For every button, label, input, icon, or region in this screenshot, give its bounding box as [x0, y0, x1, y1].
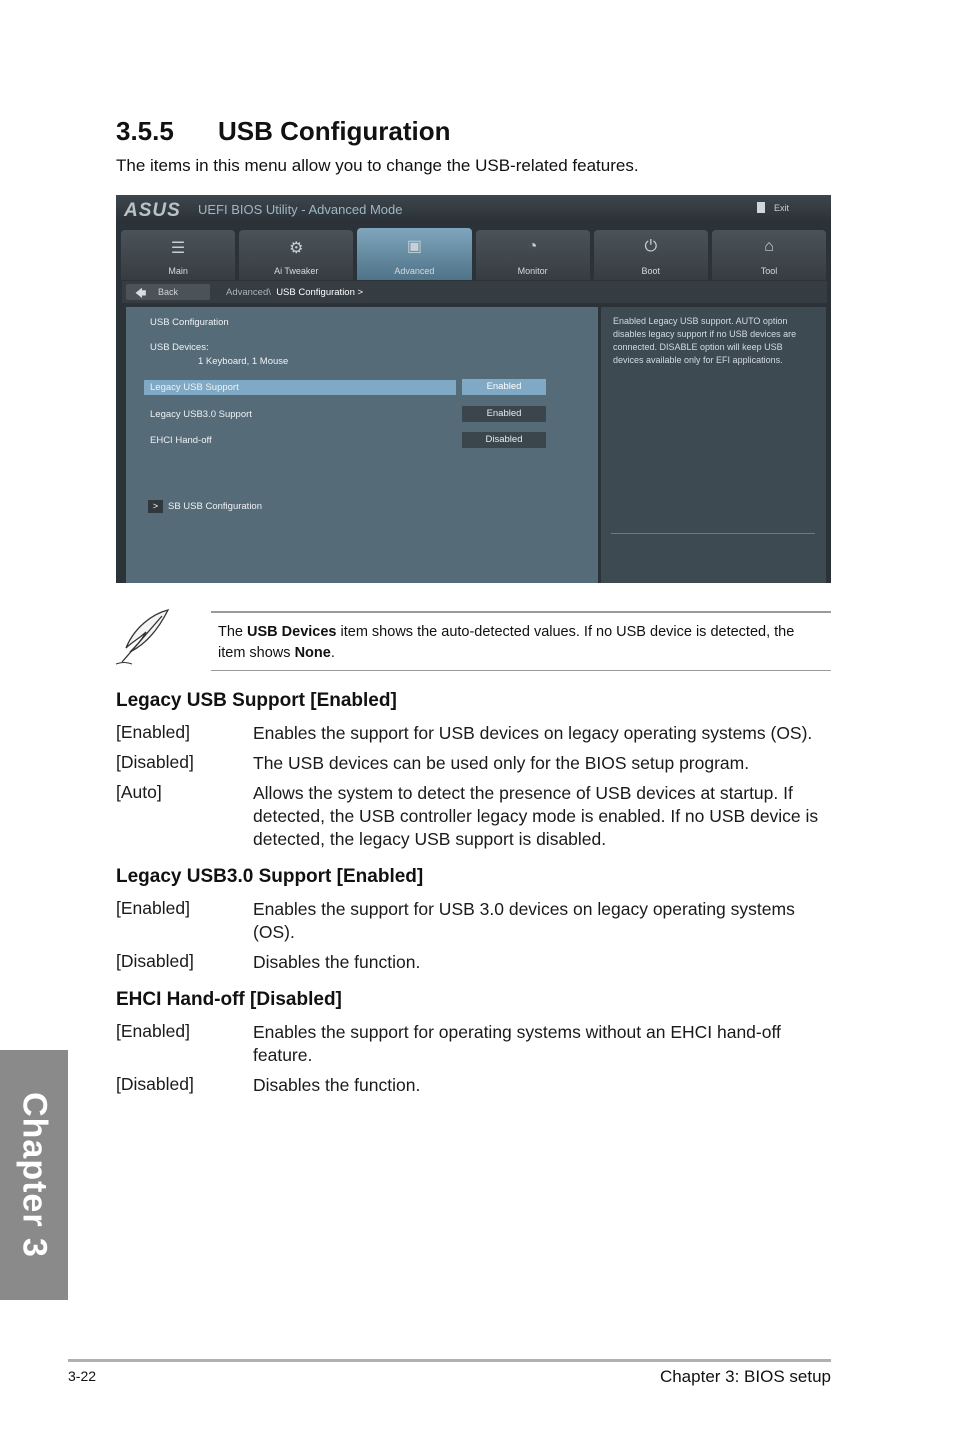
- chapter-tab: [0, 1050, 68, 1300]
- option-description: Disables the function.: [253, 1075, 421, 1095]
- panel-heading: USB Configuration: [150, 317, 229, 328]
- breadcrumb-bar: [122, 281, 827, 303]
- tab-label: Boot: [641, 266, 661, 276]
- usb-devices-label: USB Devices:: [150, 342, 209, 353]
- tab-monitor[interactable]: [476, 230, 590, 280]
- tab-main[interactable]: [121, 230, 235, 280]
- back-arrow-icon: 🡄: [135, 288, 147, 300]
- quill-note-icon: [112, 606, 174, 668]
- bios-title-bar: [116, 195, 831, 223]
- usb-devices-value: 1 Keyboard, 1 Mouse: [198, 356, 289, 367]
- page-number: 3-22: [68, 1368, 97, 1384]
- section-title-text: USB Configuration: [218, 116, 451, 146]
- note-part: item shows the auto-detected values. If no USB device is detected, the item shows: [218, 624, 795, 661]
- submenu-sb-usb-configuration[interactable]: SB USB Configuration: [168, 501, 262, 512]
- heading-ehci-hand-off: EHCI Hand-off [Disabled]: [116, 989, 342, 1010]
- note-bold: USB Devices: [247, 624, 337, 640]
- tab-label: Tool: [760, 266, 778, 276]
- setting-value-ehci-hand-off[interactable]: Disabled: [462, 432, 546, 448]
- submenu-arrow-icon[interactable]: >: [148, 500, 163, 513]
- option-label: [Enabled]: [116, 898, 190, 918]
- note-part: .: [330, 645, 335, 661]
- setting-value-legacy-usb3-support[interactable]: Enabled: [462, 406, 546, 422]
- settings-panel: [126, 307, 598, 583]
- footer-chapter-title: Chapter 3: BIOS setup: [659, 1367, 831, 1386]
- setting-value-legacy-usb-support[interactable]: Enabled: [462, 379, 546, 395]
- option-description: Enables the support for USB devices on legacy operating systems (OS).: [253, 723, 813, 743]
- section-title: [116, 116, 451, 147]
- option-description: Disables the function.: [253, 952, 421, 972]
- setting-ehci-hand-off[interactable]: EHCI Hand-off: [150, 435, 212, 446]
- option-label: [Disabled]: [116, 1074, 194, 1094]
- option-label: [Disabled]: [116, 752, 194, 772]
- help-divider: [611, 533, 815, 534]
- option-description: Enables the support for operating systems without an EHCI hand-off feature.: [253, 1022, 781, 1065]
- option-description: The USB devices can be used only for the BIOS setup program.: [253, 753, 750, 773]
- exit-button[interactable]: Exit: [773, 203, 789, 213]
- help-text: Enabled Legacy USB support. AUTO option disables legacy support if no USB devices are connected. DISABLE option will keep USB devices available only for EFI applications.: [613, 316, 797, 365]
- heading-legacy-usb3-support: Legacy USB3.0 Support [Enabled]: [116, 866, 424, 887]
- back-label: Back: [158, 287, 179, 297]
- option-description: Enables the support for USB 3.0 devices on legacy operating systems (OS).: [253, 899, 795, 942]
- power-icon: ⏻: [644, 238, 658, 255]
- monitor-icon: ◔: [527, 238, 538, 255]
- note-part: The: [218, 624, 248, 640]
- option-description: Allows the system to detect the presence of USB devices at startup. If detected, the USB controller legacy mode is enabled. If no USB device is detected, the legacy USB support is disabled.: [253, 783, 819, 849]
- back-button[interactable]: [126, 284, 210, 300]
- bios-tabs: [121, 230, 826, 280]
- list-icon: ☰: [170, 240, 186, 257]
- option-label: [Enabled]: [116, 1021, 190, 1041]
- note-divider-bottom: [211, 670, 831, 671]
- tab-label: Ai Tweaker: [274, 266, 319, 276]
- footer-divider: [68, 1359, 831, 1362]
- section-intro: The items in this menu allow you to change the USB-related features.: [116, 156, 639, 175]
- tab-label: Monitor: [517, 266, 548, 276]
- tab-label: Advanced: [394, 266, 435, 276]
- setting-legacy-usb3-support[interactable]: Legacy USB3.0 Support: [150, 409, 252, 420]
- bios-screenshot: [116, 195, 831, 583]
- note-text: [218, 622, 824, 664]
- setting-legacy-usb-support[interactable]: Legacy USB Support: [150, 382, 239, 393]
- note-bold: None: [294, 645, 331, 661]
- tab-boot[interactable]: [594, 230, 708, 280]
- exit-icon[interactable]: [757, 202, 765, 213]
- tab-tool[interactable]: [712, 230, 826, 280]
- heading-legacy-usb-support: Legacy USB Support [Enabled]: [116, 690, 397, 711]
- option-label: [Disabled]: [116, 951, 194, 971]
- bios-title: UEFI BIOS Utility - Advanced Mode: [198, 202, 403, 217]
- asus-logo: ASUS: [124, 200, 181, 221]
- tool-icon: ⌂: [764, 238, 774, 255]
- tab-advanced[interactable]: [357, 228, 471, 280]
- section-number: 3.5.5: [116, 116, 174, 146]
- help-panel: [601, 307, 826, 583]
- option-label: [Auto]: [116, 782, 162, 802]
- option-label: [Enabled]: [116, 722, 190, 742]
- note-divider-top: [211, 611, 831, 613]
- breadcrumb: [226, 287, 363, 298]
- tab-label: Main: [168, 266, 188, 276]
- advanced-icon: ▣: [406, 238, 422, 255]
- tab-ai-tweaker[interactable]: [239, 230, 353, 280]
- breadcrumb-current: USB Configuration >: [276, 287, 364, 298]
- breadcrumb-parent[interactable]: Advanced\: [226, 287, 271, 298]
- chapter-tab-label: Chapter 3: [15, 1092, 54, 1258]
- tweaker-icon: ⚙: [289, 240, 304, 257]
